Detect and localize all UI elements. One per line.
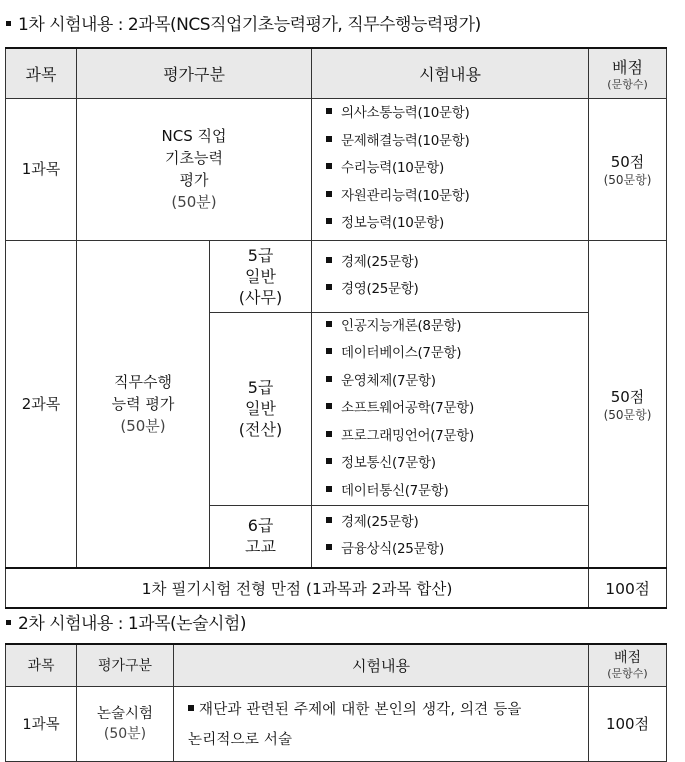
list-item: 정보능력(10문항)	[326, 210, 588, 238]
list-item: 의사소통능력(10문항)	[326, 100, 588, 128]
section2-title: 2차 시험내용 : 1과목(논술시험)	[6, 609, 246, 634]
table2-header-row	[6, 644, 667, 686]
list-item: 프로그래밍언어(7문항)	[326, 423, 588, 451]
exam-table-1	[5, 47, 667, 609]
list-item: 데이터통신(7문항)	[326, 478, 588, 506]
total-score: 100점	[589, 568, 667, 608]
grade-6-highschool: 6급 고교	[210, 506, 312, 568]
header-score: 배점 (문항수)	[589, 48, 667, 98]
subject2-category: 직무수행 능력 평가 (50분)	[77, 240, 210, 568]
subject2-row-a	[6, 240, 667, 312]
essay-subject: 1과목	[6, 686, 77, 761]
grade-6-highschool-content	[312, 506, 589, 568]
bullet-icon	[6, 620, 11, 625]
list-item: 데이터베이스(7문항)	[326, 340, 588, 368]
subject2-name: 2과목	[6, 240, 77, 568]
subject2-score: 50점 (50문항)	[589, 240, 667, 568]
header-category: 평가구분	[77, 644, 174, 686]
list-item: 문제해결능력(10문항)	[326, 128, 588, 156]
grade-5-it: 5급 일반 (전산)	[210, 312, 312, 506]
header-content: 시험내용	[312, 48, 589, 98]
essay-score: 100점	[589, 686, 667, 761]
list-item: 정보통신(7문항)	[326, 450, 588, 478]
section1-title: 1차 시험내용 : 2과목(NCS직업기초능력평가, 직무수행능력평가)	[6, 10, 481, 35]
total-label: 1차 필기시험 전형 만점 (1과목과 2과목 합산)	[6, 568, 589, 608]
header-category: 평가구분	[77, 48, 312, 98]
list-item: 수리능력(10문항)	[326, 155, 588, 183]
header-subject: 과목	[6, 644, 77, 686]
list-item: 운영체제(7문항)	[326, 368, 588, 396]
table1-header-row	[6, 48, 667, 98]
essay-content: 재단과 관련된 주제에 대한 본인의 생각, 의견 등을 논리적으로 서술	[174, 686, 589, 761]
header-content: 시험내용	[174, 644, 589, 686]
subject1-content	[312, 98, 589, 240]
list-item: 소프트웨어공학(7문항)	[326, 395, 588, 423]
list-item: 경제(25문항)	[326, 249, 588, 277]
list-item: 경영(25문항)	[326, 276, 588, 304]
bullet-icon	[6, 21, 11, 26]
header-score: 배점 (문항수)	[589, 644, 667, 686]
subject1-name: 1과목	[6, 98, 77, 240]
list-item: 금융상식(25문항)	[326, 536, 588, 564]
grade-5-office-content	[312, 240, 589, 312]
list-item: 자원관리능력(10문항)	[326, 183, 588, 211]
essay-row	[6, 686, 667, 761]
subject1-row	[6, 98, 667, 240]
list-item: 인공지능개론(8문항)	[326, 313, 588, 341]
list-item: 경제(25문항)	[326, 509, 588, 537]
subject1-score: 50점 (50문항)	[589, 98, 667, 240]
exam-table-2	[5, 643, 667, 762]
header-subject: 과목	[6, 48, 77, 98]
grade-5-office: 5급 일반 (사무)	[210, 240, 312, 312]
grade-5-it-content	[312, 312, 589, 506]
essay-category: 논술시험 (50분)	[77, 686, 174, 761]
subject1-category: NCS 직업 기초능력 평가 (50분)	[77, 98, 312, 240]
total-row	[6, 568, 667, 608]
